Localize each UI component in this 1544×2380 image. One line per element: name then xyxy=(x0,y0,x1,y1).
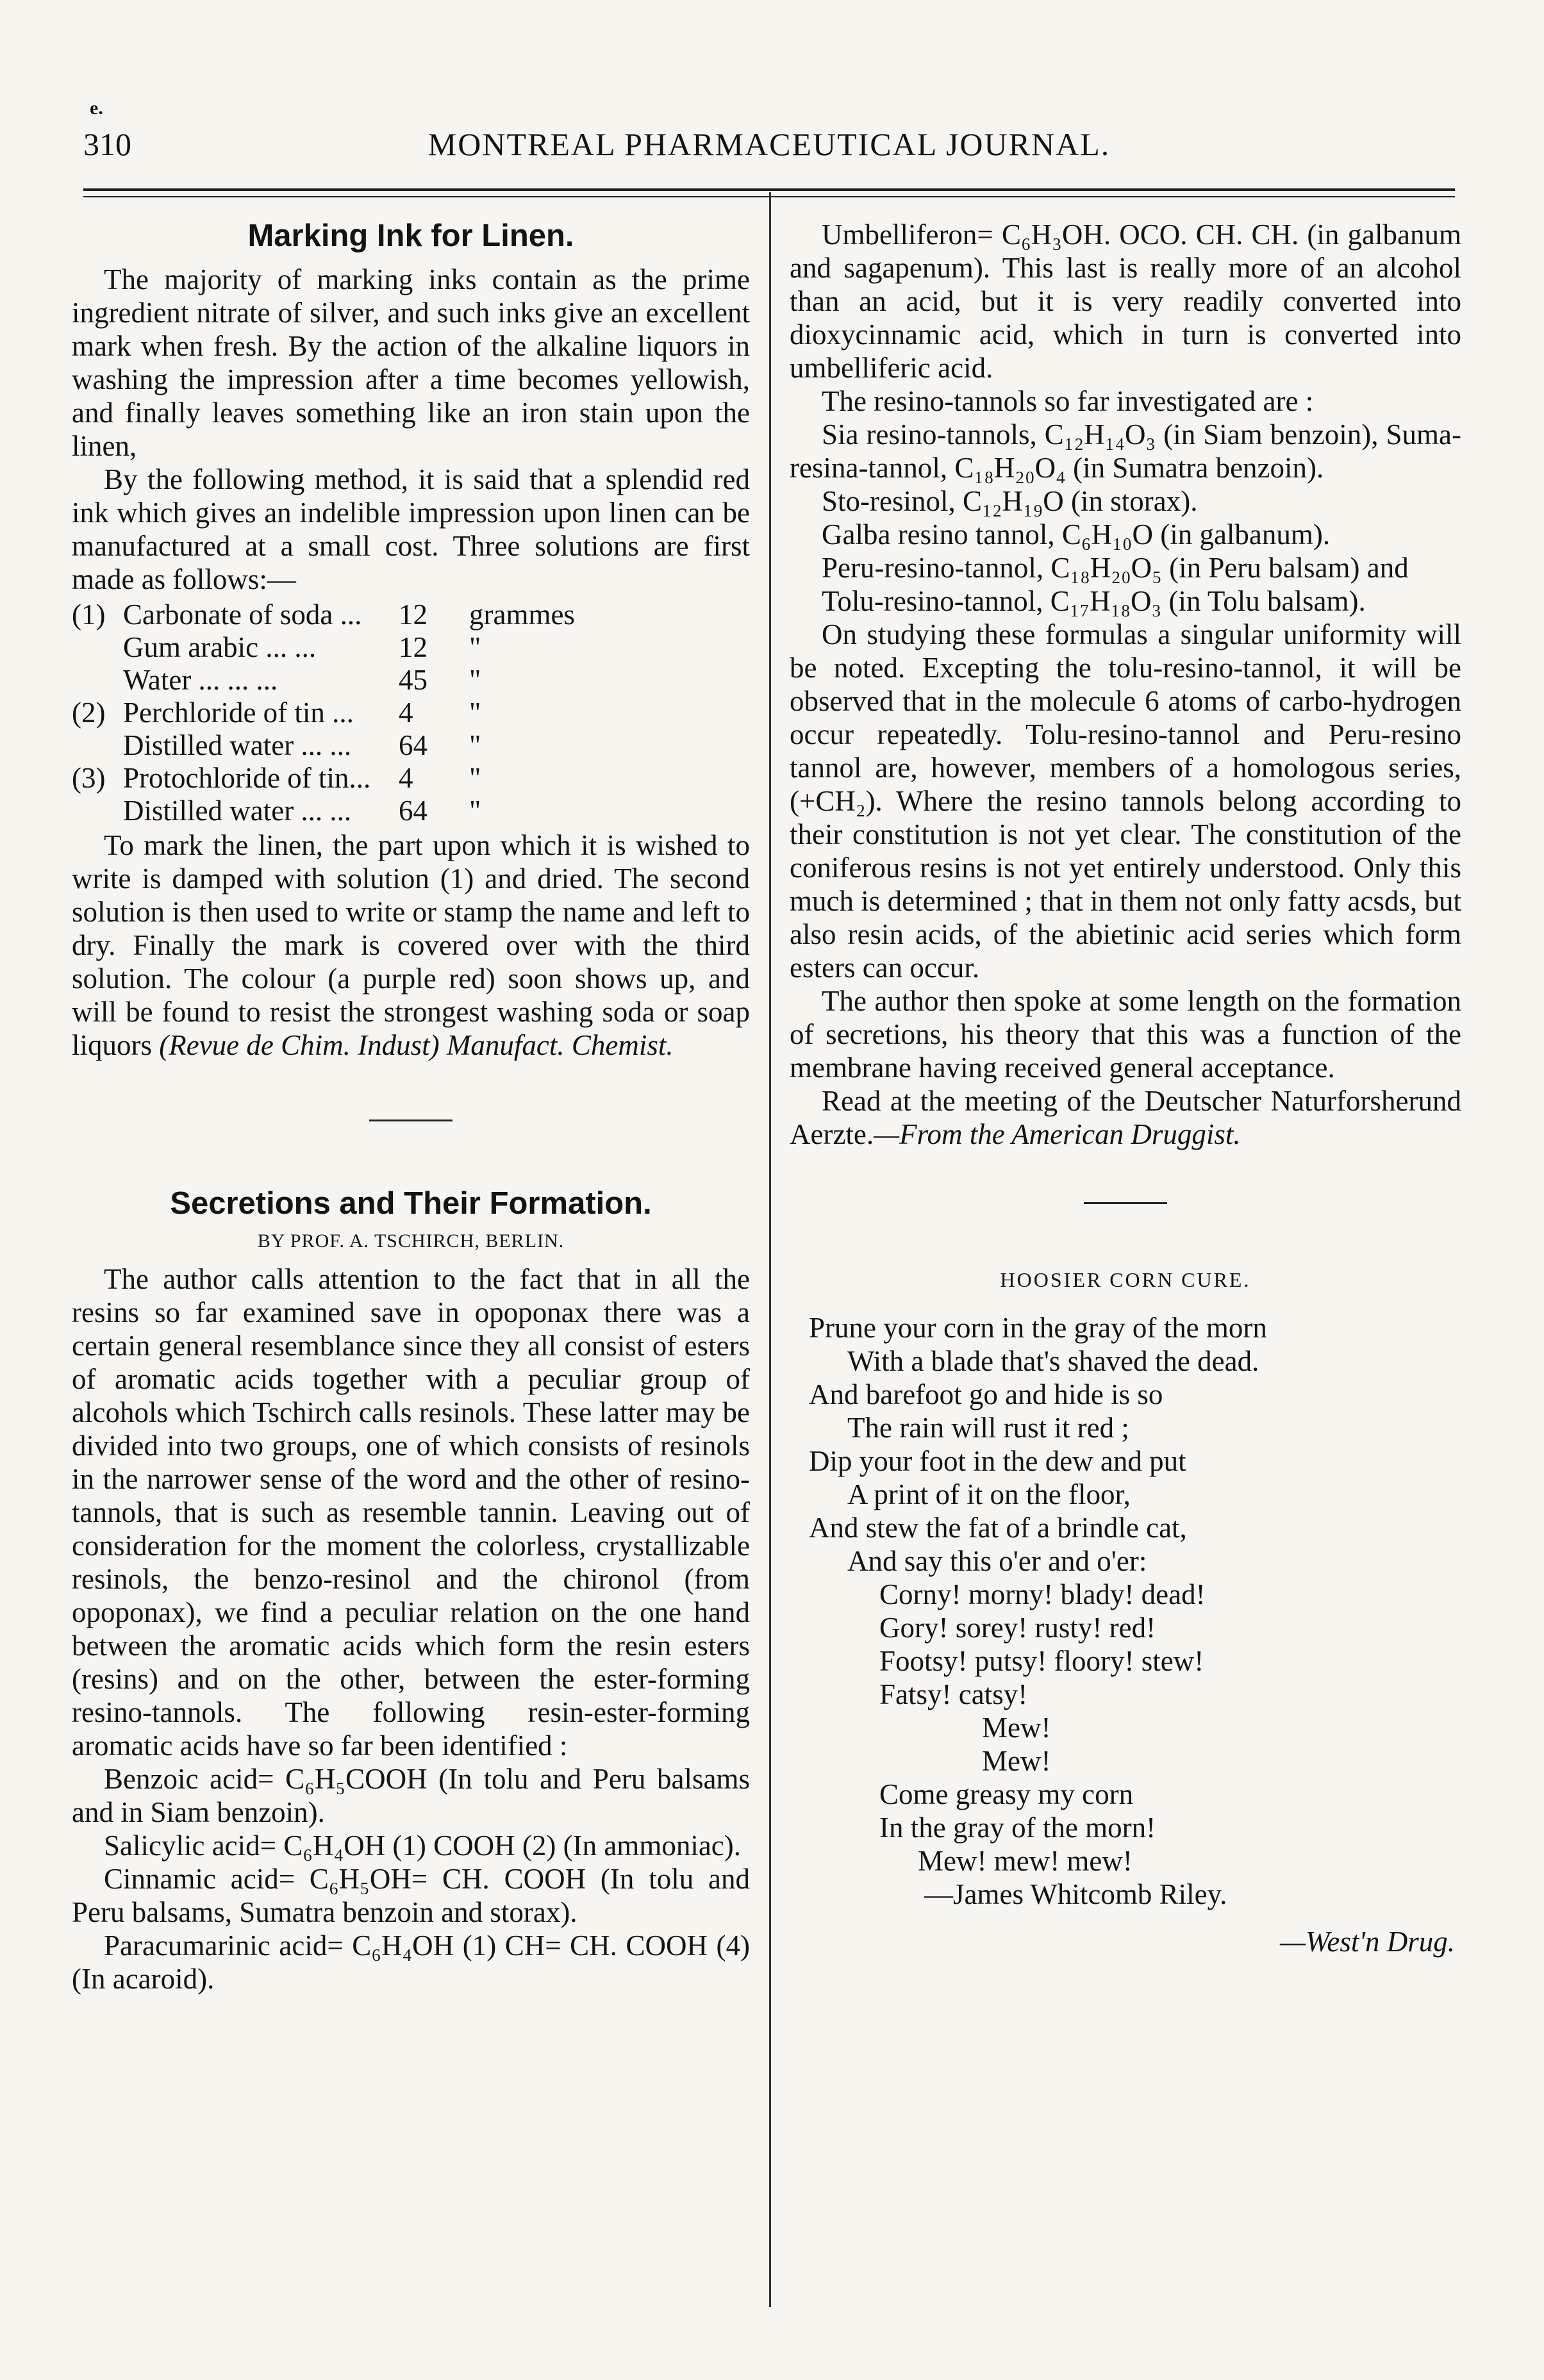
source-citation: —West'n Drug. xyxy=(1280,1926,1455,1958)
recipe-amount: 64 xyxy=(399,795,428,827)
poem xyxy=(790,1268,1461,1958)
recipe-amount: 45 xyxy=(399,664,428,696)
recipe-row xyxy=(72,599,750,631)
recipe-unit: " xyxy=(469,729,481,761)
recipe-row xyxy=(72,795,750,827)
poem-line: And barefoot go and hide is so xyxy=(809,1378,1163,1410)
recipe-unit: " xyxy=(469,697,481,729)
paragraph: Galba resino tannol, C₆H₁₀O (in galbanum). xyxy=(822,518,1331,550)
poem-title: HOOSIER CORN CURE. xyxy=(1000,1268,1251,1291)
poem-line: The rain will rust it red ; xyxy=(847,1412,1129,1444)
article-title: Marking Ink for Linen. xyxy=(247,219,574,253)
source-citation: —From the American Druggist. xyxy=(874,1118,1241,1150)
paragraph: Cinnamic acid= C₆H₅OH= CH. COOH (In tolu and Peru balsams, Sumatra benzoin and storax). xyxy=(72,1863,750,1928)
poem-line: Fatsy! catsy! xyxy=(879,1678,1028,1710)
section-divider xyxy=(1084,1202,1167,1204)
right-column xyxy=(790,218,1461,1958)
journal-title: MONTREAL PHARMACEUTICAL JOURNAL. xyxy=(428,126,1111,162)
recipe-amount: 12 xyxy=(399,631,428,663)
poem-line: A print of it on the floor, xyxy=(847,1478,1131,1510)
paragraph: Umbelliferon= C₆H₃OH. OCO. CH. CH. (in galbanum and sagapenum). This last is really more of an alcohol than an acid, but it is very readily converted into dioxycinnamic acid, which in turn is converted into umbelliferic acid. xyxy=(790,219,1461,384)
recipe-ingredient: Water ... ... ... xyxy=(123,664,278,696)
paragraph: By the following method, it is said that a splendid red ink which gives an indelible impression upon linen can be manufactured at a small cost. Three solutions are first made as follows:— xyxy=(72,463,750,595)
poem-line: And stew the fat of a brindle cat, xyxy=(809,1512,1187,1544)
recipe-row xyxy=(72,762,750,795)
poem-line: Dip your foot in the dew and put xyxy=(809,1445,1186,1477)
section-divider xyxy=(369,1120,452,1121)
recipe-amount: 64 xyxy=(399,729,428,761)
article-secretions xyxy=(72,1186,750,1996)
recipe-row xyxy=(72,729,750,762)
recipe-number xyxy=(72,729,123,762)
paragraph: Tolu-resino-tannol, C₁₇H₁₈O₃ (in Tolu balsam). xyxy=(822,585,1366,617)
recipe-ingredient: Carbonate of soda ... xyxy=(123,599,362,631)
paragraph: The majority of marking inks contain as the prime ingredient nitrate of silver, and such inks give an excellent mark when fresh. By the action of the alkaline liquors in washing the impression after a time becomes yellowish, and finally leaves something like an iron stain upon the linen, xyxy=(72,263,750,462)
page-mark: e. xyxy=(90,97,103,119)
paragraph-text: Read at the meeting of the Deutscher Naturforsherund Aerzte. xyxy=(790,1085,1461,1150)
paragraph: Sto-resinol, C₁₂H₁₉O (in storax). xyxy=(822,485,1198,517)
left-column xyxy=(72,218,750,1996)
paragraph: The resino-tannols so far investigated are : xyxy=(822,385,1314,417)
recipe-unit: grammes xyxy=(469,599,575,631)
recipe-row xyxy=(72,631,750,664)
recipe-ingredient: Distilled water ... ... xyxy=(123,795,352,827)
recipe-number: (3) xyxy=(72,762,106,794)
poem-line: And say this o'er and o'er: xyxy=(847,1545,1147,1577)
recipe-amount: 4 xyxy=(399,697,413,729)
poem-line: Mew! mew! mew! xyxy=(918,1845,1133,1877)
recipe-number xyxy=(72,795,123,827)
recipe-unit: " xyxy=(469,631,481,663)
poem-line: Come greasy my corn xyxy=(879,1778,1134,1810)
paragraph: Peru-resino-tannol, C₁₈H₂₀O₅ (in Peru balsam) and xyxy=(822,552,1409,584)
recipe-ingredient: Protochloride of tin... xyxy=(123,762,371,794)
paragraph: Salicylic acid= C₆H₄OH (1) COOH (2) (In ammoniac). xyxy=(104,1830,741,1862)
recipe-ingredient: Gum arabic ... ... xyxy=(123,631,317,663)
recipe-unit: " xyxy=(469,664,481,696)
recipe-number xyxy=(72,631,123,664)
page-number: 310 xyxy=(83,126,131,162)
recipe-list xyxy=(72,599,750,827)
column-divider xyxy=(769,192,771,2307)
poem-line: Mew! xyxy=(982,1712,1051,1744)
paragraph xyxy=(72,829,750,1062)
poem-line: In the gray of the morn! xyxy=(879,1812,1156,1844)
paragraph: The author calls attention to the fact that in all the resins so far examined save in opoponax there was a certain general resemblance since they all consist of esters of aromatic acids together with a peculiar group of alcohols which Tschirch calls resinols. These latter may be divided into two groups, one of which consists of resinols in the narrower sense of the word and the other of resino-tannols, that is such as resemble tannin. Leaving out of consideration for the moment the colorless, crystallizable resinols, the benzo-resinol and the chironol (from opoponax), we find a peculiar relation on the one hand between the aromatic acids which form the resin esters (resins) and on the other, between the ester-forming resino-tannols. The following resin-ester-forming aromatic acids have so far been identified : xyxy=(72,1263,750,1762)
recipe-amount: 12 xyxy=(399,599,428,631)
paragraph xyxy=(790,1084,1461,1151)
recipe-ingredient: Perchloride of tin ... xyxy=(123,697,354,729)
poem-line: —James Whitcomb Riley. xyxy=(924,1878,1227,1910)
recipe-ingredient: Distilled water ... ... xyxy=(123,729,352,761)
byline: BY PROF. A. TSCHIRCH, BERLIN. xyxy=(257,1230,565,1252)
article-marking-ink xyxy=(72,218,750,1062)
poem-line: Footsy! putsy! floory! stew! xyxy=(879,1645,1204,1677)
article-title: Secretions and Their Formation. xyxy=(170,1186,652,1221)
paragraph: On studying these formulas a singular uniformity will be noted. Excepting the tolu-resino-tannol, it will be observed that in the molecule 6 atoms of carbo-hydrogen occur repeatedly. Tolu-resino-tannol and Peru-resino tannol are, however, members of a homologous series, (+CH₂). Where the resino tannols belong according to their constitution is not yet clear. The constitution of the coniferous resins is not yet entirely understood. Only this much is determined ; that in them not only fatty acsds, but also resin acids, of the abietinic acid series which form esters can occur. xyxy=(790,618,1461,984)
recipe-number: (2) xyxy=(72,697,106,729)
recipe-row xyxy=(72,664,750,697)
paragraph-text: To mark the linen, the part upon which it is wished to write is damped with solution (1) and dried. The second solution is then used to write or stamp the name and left to dry. Finally the mark is covered over with the third solution. The colour (a purple red) soon shows up, and will be found to resist the strongest washing soda or soap liquors xyxy=(72,829,750,1061)
poem-lines xyxy=(790,1311,1461,1911)
poem-line: With a blade that's shaved the dead. xyxy=(847,1345,1259,1377)
paragraph: Benzoic acid= C₆H₅COOH (In tolu and Peru balsams and in Siam benzoin). xyxy=(72,1763,750,1828)
recipe-unit: " xyxy=(469,795,481,827)
poem-line: Mew! xyxy=(982,1745,1051,1777)
recipe-number: (1) xyxy=(72,599,106,631)
paragraph: The author then spoke at some length on the formation of secretions, his theory that this was a function of the membrane having received general acceptance. xyxy=(790,985,1461,1084)
source-citation: (Revue de Chim. Indust) Manufact. Chemist. xyxy=(159,1029,674,1061)
recipe-amount: 4 xyxy=(399,762,413,794)
paragraph: Sia resino-tannols, C₁₂H₁₄O₃ (in Siam benzoin), Suma-resina-tannol, C₁₈H₂₀O₄ (in Sumatra benzoin). xyxy=(790,418,1461,484)
paragraph: Paracumarinic acid= C₆H₄OH (1) CH= CH. COOH (4) (In acaroid). xyxy=(72,1930,750,1995)
recipe-number xyxy=(72,664,123,697)
header-rule-thick xyxy=(83,188,1455,191)
poem-line: Prune your corn in the gray of the morn xyxy=(809,1312,1267,1344)
poem-line: Gory! sorey! rusty! red! xyxy=(879,1612,1156,1644)
recipe-row xyxy=(72,697,750,729)
poem-line: Corny! morny! blady! dead! xyxy=(879,1578,1206,1610)
page-header xyxy=(83,119,1455,179)
recipe-unit: " xyxy=(469,762,481,794)
